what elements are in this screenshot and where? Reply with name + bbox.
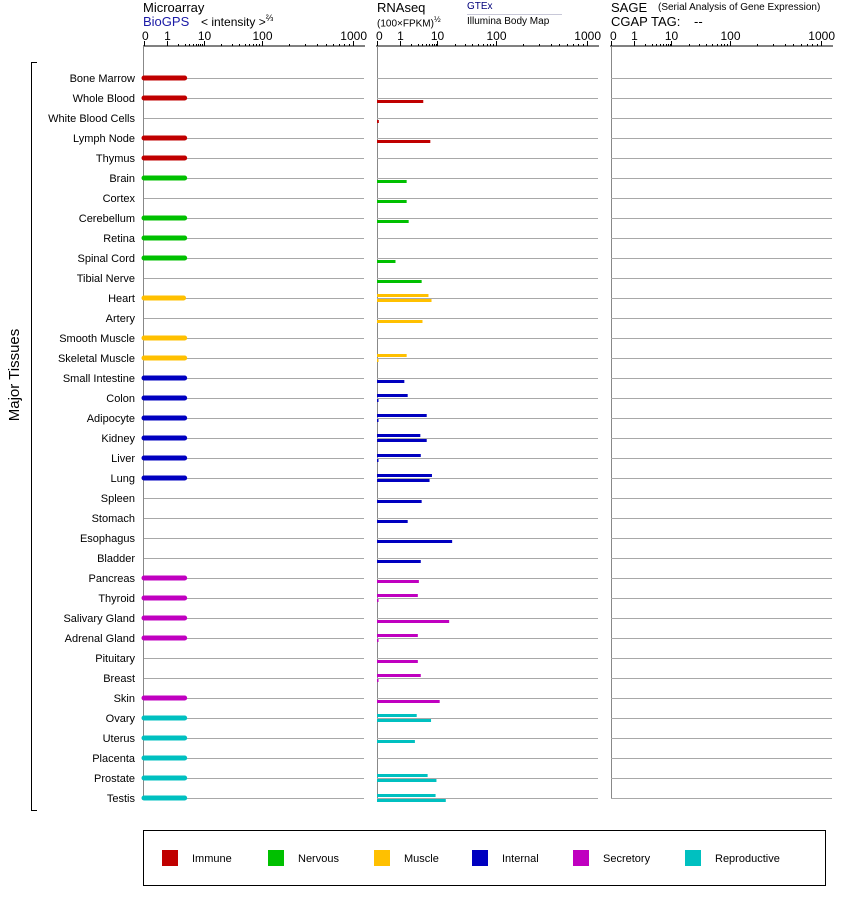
rnaseq-bar-gtex: [377, 674, 421, 677]
tissue-label: Adipocyte: [86, 413, 135, 425]
tick-label: 10: [664, 29, 679, 43]
rnaseq-bar-bodymap: [377, 459, 379, 462]
tissue-label: Adrenal Gland: [64, 633, 135, 645]
microarray-unit-text: < intensity >: [201, 15, 266, 29]
rnaseq-bar-bodymap: [377, 359, 379, 362]
rnaseq-bar-gtex: [377, 794, 436, 797]
legend-swatch-immune: [162, 850, 178, 866]
rnaseq-bar: [377, 260, 395, 263]
tissue-label: Thymus: [95, 153, 135, 165]
tissue-label: Whole Blood: [72, 93, 135, 105]
tick-label: 10: [197, 29, 212, 43]
legend-swatch-muscle: [374, 850, 390, 866]
tick-label: 0: [142, 29, 149, 43]
rnaseq-bar-bodymap: [377, 599, 379, 602]
rnaseq-bar: [377, 180, 407, 183]
rnaseq-bar-gtex: [377, 434, 420, 437]
tissues-bracket: [32, 63, 38, 811]
legend-swatch-reproductive: [685, 850, 701, 866]
tissue-label: White Blood Cells: [48, 113, 135, 125]
rnaseq-bar-gtex: [377, 394, 408, 397]
rnaseq-bar-gtex: [377, 414, 427, 417]
tissue-label: Pituitary: [95, 653, 135, 665]
tick-label: 1: [631, 29, 638, 43]
tick-label: 0: [376, 29, 383, 43]
tissue-label: Retina: [103, 233, 135, 245]
tissue-label: Pancreas: [88, 573, 135, 585]
tissue-label: Skin: [113, 693, 135, 705]
rnaseq-bar: [377, 560, 421, 563]
rnaseq-bar: [377, 500, 422, 503]
sage-title: SAGE: [611, 0, 648, 15]
tissue-label: Small Intestine: [62, 373, 135, 385]
tick-label: 1000: [574, 29, 601, 43]
tissue-label: Breast: [103, 673, 135, 685]
tick-label: 1000: [340, 29, 367, 43]
tick-label: 100: [720, 29, 741, 43]
tissue-label: Placenta: [92, 753, 135, 765]
rnaseq-bar-gtex: [377, 594, 418, 597]
tissue-label: Ovary: [105, 713, 135, 725]
cgap-tag-value: --: [694, 14, 703, 29]
rnaseq-bar-gtex: [377, 774, 428, 777]
rnaseq-bar: [377, 540, 452, 543]
rnaseq-bar: [377, 200, 407, 203]
rnaseq-bar-bodymap: [377, 779, 436, 782]
tissue-label: Colon: [106, 393, 135, 405]
rnaseq-bar-gtex: [377, 294, 428, 297]
rnaseq-bar: [377, 620, 449, 623]
tissue-label: Artery: [105, 313, 135, 325]
rnaseq-bar-gtex: [377, 714, 417, 717]
rnaseq-bar: [377, 580, 419, 583]
tissue-label: Thyroid: [98, 593, 135, 605]
tissue-label: Liver: [111, 453, 135, 465]
rnaseq-bar: [377, 700, 440, 703]
microarray-title: Microarray: [143, 0, 205, 15]
tissue-label: Cortex: [102, 193, 135, 205]
rnaseq-bar: [377, 520, 408, 523]
tissue-label: Lymph Node: [73, 133, 135, 145]
tissue-label: Tibial Nerve: [76, 273, 135, 285]
tissue-label: Spinal Cord: [77, 253, 135, 265]
legend-label-internal: Internal: [502, 853, 539, 865]
legend-label-reproductive: Reproductive: [715, 853, 780, 865]
rnaseq-bar-gtex: [377, 454, 421, 457]
rnaseq-title: RNAseq: [377, 0, 426, 15]
rnaseq-bar: [377, 320, 422, 323]
tick-label: 1000: [808, 29, 835, 43]
tissue-label: Uterus: [102, 733, 135, 745]
rnaseq-bar: [377, 220, 409, 223]
microarray-unit-exponent: ⅔: [265, 13, 274, 23]
rnaseq-bar-bodymap: [377, 799, 446, 802]
legend-swatch-internal: [472, 850, 488, 866]
rnaseq-bar: [377, 100, 423, 103]
tissue-label: Bladder: [97, 553, 135, 565]
rnaseq-bar: [377, 140, 430, 143]
rnaseq-bar-bodymap: [377, 299, 432, 302]
rnaseq-bar-gtex: [377, 354, 407, 357]
tissue-label: Spleen: [100, 493, 135, 505]
rnaseq-unit-text: (100×FPKM): [377, 18, 434, 30]
biogps-link[interactable]: BioGPS: [143, 14, 190, 29]
tissue-label: Esophagus: [79, 533, 135, 545]
tissue-label: Smooth Muscle: [59, 333, 135, 345]
tissue-label: Lung: [110, 473, 135, 485]
rnaseq-unit-exponent: ½: [433, 15, 441, 24]
legend-label-immune: Immune: [192, 853, 232, 865]
rnaseq-bar-gtex: [377, 474, 432, 477]
tissue-label: Bone Marrow: [69, 73, 135, 85]
rnaseq-bar: [377, 280, 422, 283]
cgap-tag-label: CGAP TAG:: [611, 14, 681, 29]
rnaseq-bar-bodymap: [377, 419, 379, 422]
legend-label-nervous: Nervous: [298, 853, 339, 865]
tick-label: 1: [164, 29, 171, 43]
gtex-link[interactable]: GTEx: [467, 1, 493, 12]
rnaseq-bar-bodymap: [377, 439, 427, 442]
y-axis-label: Major Tissues: [6, 328, 23, 422]
legend-swatch-secretory: [573, 850, 589, 866]
tissue-label: Testis: [106, 793, 135, 805]
rnaseq-bar: [377, 120, 379, 123]
rnaseq-bar-bodymap: [377, 639, 379, 642]
tick-label: 1: [397, 29, 404, 43]
legend-label-secretory: Secretory: [603, 853, 651, 865]
tissue-label: Brain: [109, 173, 135, 185]
tissue-label: Skeletal Muscle: [57, 353, 135, 365]
tissue-label: Kidney: [101, 433, 135, 445]
legend-label-muscle: Muscle: [404, 853, 439, 865]
tick-label: 100: [252, 29, 273, 43]
tick-label: 0: [610, 29, 617, 43]
tissue-label: Salivary Gland: [63, 613, 135, 625]
rnaseq-bar-bodymap: [377, 399, 379, 402]
tissue-label: Prostate: [94, 773, 135, 785]
rnaseq-bar-bodymap: [377, 719, 431, 722]
rnaseq-bar: [377, 740, 415, 743]
rnaseq-bar: [377, 660, 418, 663]
tick-label: 100: [486, 29, 507, 43]
sage-subtitle: (Serial Analysis of Gene Expression): [658, 2, 821, 13]
tissue-label: Stomach: [91, 513, 135, 525]
tissue-label: Heart: [108, 293, 135, 305]
legend-swatch-nervous: [268, 850, 284, 866]
tissue-label: Cerebellum: [78, 213, 135, 225]
rnaseq-bar-bodymap: [377, 679, 379, 682]
tick-label: 10: [430, 29, 445, 43]
rnaseq-bar-bodymap: [377, 479, 430, 482]
rnaseq-bar: [377, 380, 404, 383]
illumina-body-map-link[interactable]: Illumina Body Map: [467, 16, 550, 27]
rnaseq-bar-gtex: [377, 634, 418, 637]
